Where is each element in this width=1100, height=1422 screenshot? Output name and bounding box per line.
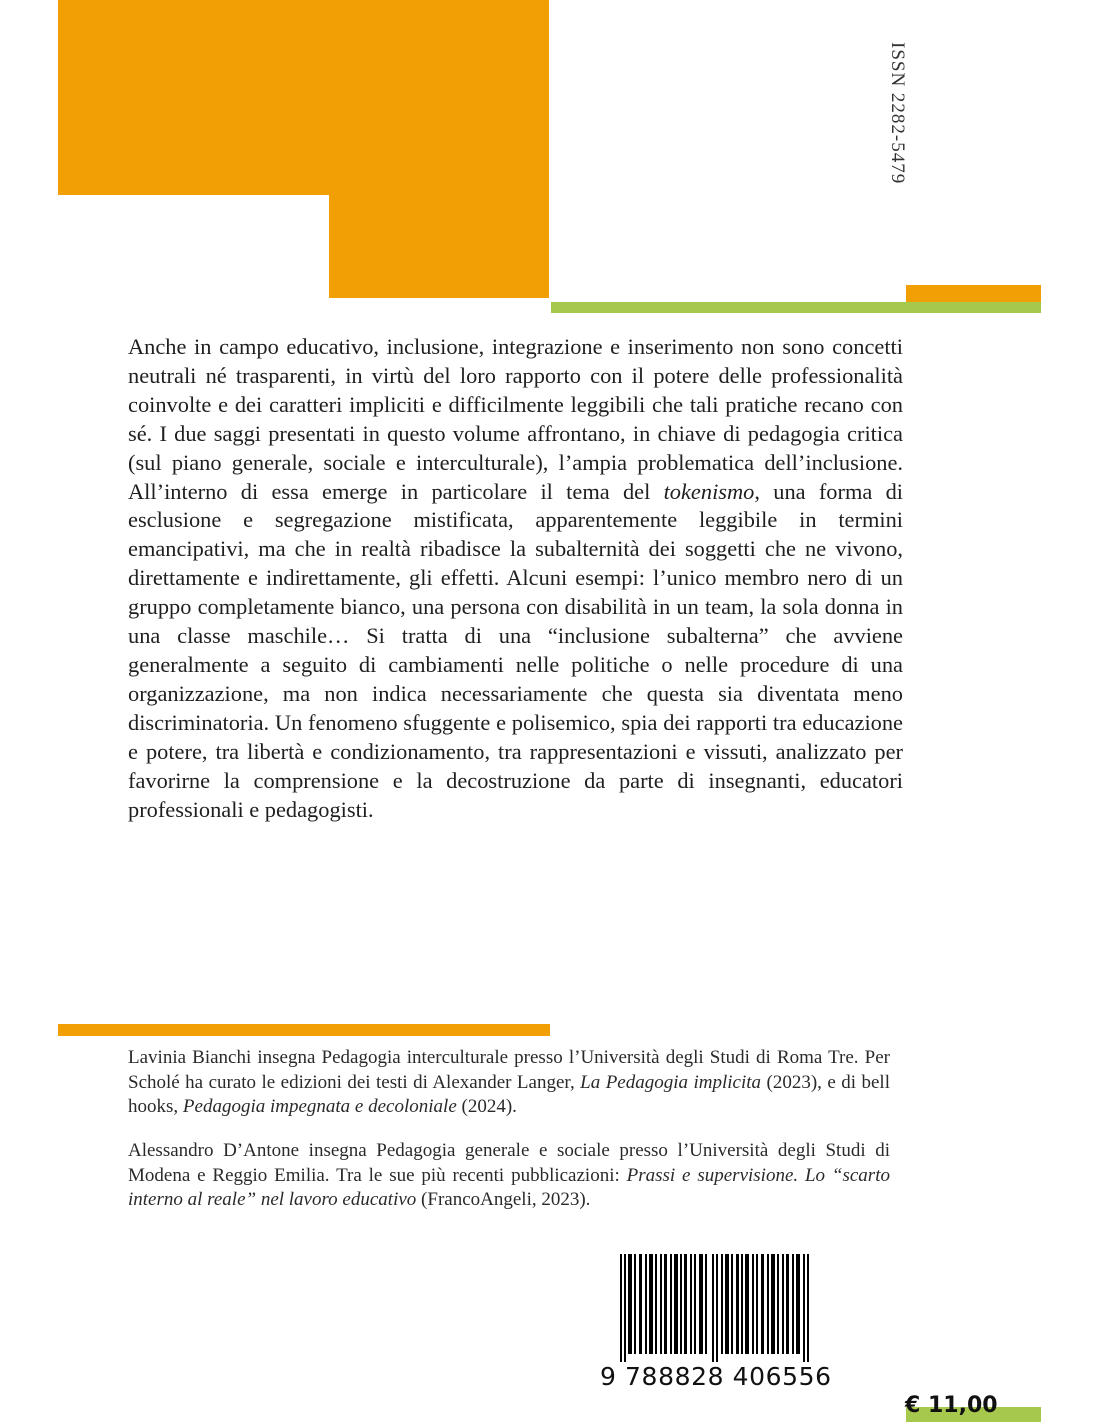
bio1-text-1: Lavinia Bianchi insegna Pedagogia interculturale presso l’Università degli Studi di Roma Tre. Per Scholé ha curato le edizioni dei testi di Alexander Langer, [128, 1047, 890, 1093]
bio2-text-2: (FrancoAngeli, 2023). [416, 1189, 591, 1210]
barcode-number: 9 788828 406556 [600, 1362, 832, 1391]
bio2-text-1: Alessandro D’Antone insegna Pedagogia generale e sociale presso l’Università degli Studi di Modena e Reggio Emilia. Tra le sue più recenti pubblicazioni: [128, 1140, 890, 1186]
orange-block-right [906, 285, 1041, 302]
bio1-title-2: Pedagogia impegnata e decoloniale [182, 1096, 457, 1117]
back-cover-blurb [128, 333, 903, 824]
green-stripe-top [551, 302, 1041, 313]
blurb-italic-term: tokenismo [663, 478, 755, 504]
bio1-text-3: (2024). [456, 1096, 517, 1117]
orange-rule-authors [58, 1024, 550, 1036]
barcode-bars-graphic [620, 1254, 820, 1362]
orange-block-step [329, 0, 549, 298]
bio2-title-1: Prassi e supervisione. Lo “scarto interno al reale” nel lavoro educativo [128, 1164, 890, 1210]
bio1-title-1: La Pedagogia implicita [580, 1071, 762, 1093]
author-bio-dantone [128, 1139, 890, 1213]
author-bio-bianchi [128, 1046, 890, 1120]
bio1-text-2: (2023), e di bell hooks, [128, 1071, 890, 1117]
isbn-barcode [600, 1246, 832, 1396]
issn-label: ISSN 2282-5479 [887, 42, 908, 185]
price-label: € 11,00 [905, 1393, 998, 1418]
blurb-text-1: Anche in campo educativo, inclusione, integrazione e inserimento non sono concetti neutrali né trasparenti, in virtù del loro rapporto con il potere delle professionalità coinvolte e dei caratteri impliciti e difficilmente leggibili che tali pratiche recano con sé. I due saggi presentati in questo volume affrontano, in chiave di pedagogia critica (sul piano generale, sociale e interculturale), l’ampia problematica dell’inclusione. All’interno di essa emerge in particolare il tema del [128, 334, 903, 504]
blurb-text-2: , una forma di esclusione e segregazione mistificata, apparentemente leggibile in termini emancipativi, ma che in realtà ribadisce la subalternità dei soggetti che ne vivono, direttamente e indirettamente, gli effetti. Alcuni esempi: l’unico membro nero di un gruppo completamente bianco, una persona con disabilità in un team, la sola donna in una classe maschile… Si tratta di una “inclusione subalterna” che avviene generalmente a seguito di cambiamenti nelle politiche o nelle procedure di una organizzazione, ma non indica necessariamente che questa sia diventata meno discriminatoria. Un fenomeno sfuggente e polisemico, spia dei rapporti tra educazione e potere, tra libertà e condizionamento, tra rappresentazioni e vissuti, analizzato per favorirne la comprensione e la decostruzione da parte di insegnanti, educatori professionali e pedagogisti. [128, 478, 903, 822]
